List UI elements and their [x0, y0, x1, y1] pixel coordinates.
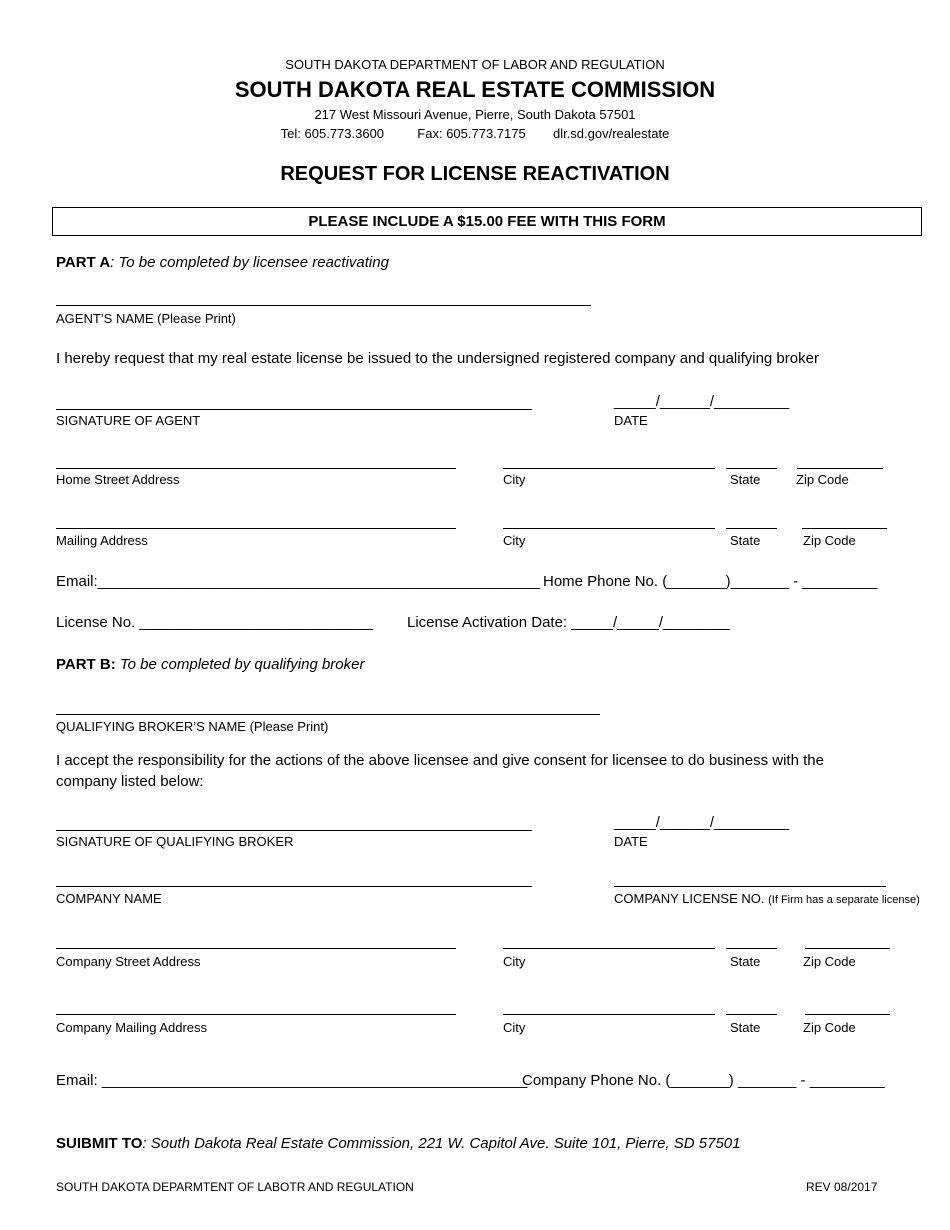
company-license-label: COMPANY LICENSE NO. [614, 891, 765, 906]
commission-address: 217 West Missouri Avenue, Pierre, South Dakota 57501 [314, 107, 636, 122]
broker-signature-field[interactable] [56, 830, 532, 831]
company-mailing-city-label: City [503, 1020, 526, 1035]
tel-number: Tel: 605.773.3600 [280, 126, 385, 141]
home-phone-field[interactable]: Home Phone No. (_______)_______ - _________ [543, 573, 878, 590]
company-mailing-zip-label: Zip Code [803, 1020, 856, 1035]
company-email-field[interactable]: Email: ___________________________________________________ [56, 1072, 528, 1089]
part-b-subtitle: To be completed by qualifying broker [115, 656, 365, 673]
part-a-subtitle: : To be completed by licensee reactivating [110, 254, 389, 271]
company-state-field[interactable] [726, 948, 777, 949]
company-mailing-state-field[interactable] [726, 1014, 777, 1015]
license-activation-date-field[interactable]: License Activation Date: _____/_____/________ [407, 614, 730, 631]
broker-name-label: QUALIFYING BROKER’S NAME (Please Print) [56, 719, 329, 734]
agent-date-label: DATE [614, 413, 648, 428]
license-number-field[interactable]: License No. ____________________________ [56, 614, 373, 631]
company-state-label: State [730, 954, 761, 969]
fax-number: Fax: 605.773.7175 [417, 126, 526, 141]
agent-email-field[interactable]: Email:_____________________________________________________ [56, 573, 540, 590]
company-name-field[interactable] [56, 886, 532, 887]
home-city-field[interactable] [503, 468, 715, 469]
part-b-heading [56, 656, 364, 673]
mailing-zip-field[interactable] [802, 528, 887, 529]
broker-signature-label: SIGNATURE OF QUALIFYING BROKER [56, 834, 294, 849]
company-city-field[interactable] [503, 948, 715, 949]
fee-notice: PLEASE INCLUDE A $15.00 FEE WITH THIS FORM [52, 207, 922, 236]
submit-address: : South Dakota Real Estate Commission, 221 W. Capitol Ave. Suite 101, Pierre, SD 57501 [142, 1135, 741, 1152]
agent-signature-field[interactable] [56, 409, 532, 410]
company-mailing-zip-field[interactable] [805, 1014, 890, 1015]
company-phone-field[interactable]: Company Phone No. (_______) _______ - _________ [522, 1072, 885, 1089]
contact-line [0, 126, 950, 141]
footer-revision: REV 08/2017 [806, 1180, 878, 1194]
company-license-label-group [614, 891, 920, 906]
submit-instructions [56, 1135, 740, 1152]
footer-department: SOUTH DAKOTA DEPARMTENT OF LABOTR AND REGULATION [56, 1180, 414, 1194]
submit-label: SUIBMIT TO [56, 1135, 143, 1152]
company-city-label: City [503, 954, 526, 969]
broker-name-field[interactable] [56, 714, 600, 715]
company-license-field[interactable] [614, 886, 886, 887]
mailing-state-label: State [730, 533, 761, 548]
company-zip-field[interactable] [805, 948, 890, 949]
form-title: REQUEST FOR LICENSE REACTIVATION [280, 163, 670, 185]
home-zip-field[interactable] [797, 468, 883, 469]
agent-name-field[interactable] [56, 305, 591, 306]
home-state-label: State [730, 472, 761, 487]
company-mailing-city-field[interactable] [503, 1014, 715, 1015]
request-statement: I hereby request that my real estate license be issued to the undersigned registered company and qualifying broker [56, 350, 819, 367]
company-zip-label: Zip Code [803, 954, 856, 969]
accept-statement-line-1: I accept the responsibility for the actions of the above licensee and give consent for licensee to do business with the [56, 752, 824, 769]
company-mailing-label: Company Mailing Address [56, 1020, 208, 1035]
mailing-city-label: City [503, 533, 526, 548]
company-name-label: COMPANY NAME [56, 891, 162, 906]
mailing-state-field[interactable] [726, 528, 777, 529]
mailing-address-field[interactable] [56, 528, 456, 529]
home-street-label: Home Street Address [56, 472, 180, 487]
agent-signature-label: SIGNATURE OF AGENT [56, 413, 201, 428]
mailing-address-label: Mailing Address [56, 533, 148, 548]
home-street-field[interactable] [56, 468, 456, 469]
part-b-label: PART B: [56, 656, 116, 673]
website-link[interactable]: dlr.sd.gov/realestate [552, 126, 670, 141]
company-street-label: Company Street Address [56, 954, 201, 969]
agent-name-label: AGENT’S NAME (Please Print) [56, 311, 236, 326]
home-city-label: City [503, 472, 526, 487]
agent-date-field[interactable]: _____/______/_________ [614, 393, 790, 410]
home-state-field[interactable] [726, 468, 777, 469]
mailing-zip-label: Zip Code [803, 533, 856, 548]
company-mailing-state-label: State [730, 1020, 761, 1035]
accept-statement-line-2: company listed below: [56, 773, 204, 790]
mailing-city-field[interactable] [503, 528, 715, 529]
commission-name: SOUTH DAKOTA REAL ESTATE COMMISSION [234, 77, 716, 102]
part-a-heading [56, 254, 389, 271]
company-street-field[interactable] [56, 948, 456, 949]
part-a-label: PART A [56, 254, 111, 271]
department-name: SOUTH DAKOTA DEPARTMENT OF LABOR AND REGULATION [285, 57, 665, 72]
home-zip-label: Zip Code [796, 472, 849, 487]
company-mailing-field[interactable] [56, 1014, 456, 1015]
broker-date-label: DATE [614, 834, 648, 849]
company-license-note: (If Firm has a separate license) [768, 894, 920, 906]
broker-date-field[interactable]: _____/______/_________ [614, 814, 790, 831]
